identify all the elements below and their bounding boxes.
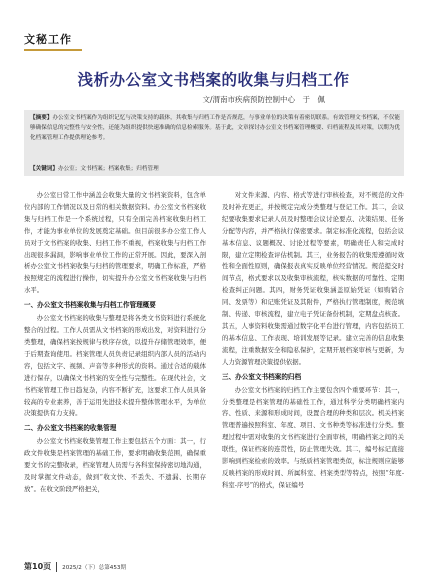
- page-number: 第10页: [24, 562, 52, 571]
- article-title: 浅析办公室文书档案的收集与归档工作: [77, 71, 350, 89]
- page-footer: [24, 561, 126, 572]
- section-tag: [24, 30, 84, 48]
- abstract-text: 办公室文书档案作为组织记忆与决策支持的载体，其收集与归档工作是否规范，与事业单位的决策有着密切联系。有效管理文书档案，不仅能够确保信息的完整性与安全性，还能为组织提供快速准确的信息检索服务。基于此，文章探讨办公室文书档案管理概要、归档流程及其对策，以期为优化档案管理工作提供理论参考。: [30, 115, 400, 142]
- keywords-label: 【关键词】: [30, 166, 58, 172]
- body-paragraph: 办公室日常工作中涵盖会收集大量的文书档案资料，包含单位内部的工作情况以及日常的相关数据资料。办公室文书档案收集与归档工作是一个系统过程，只有全面完善档案收集归档工作，才能为事业单位的发展奠定基础。但目前很多办公室工作人员对于文书档案的收集、归档工作不重视，档案收集与归档工作出现很多漏洞，影响事业单位工作的正常开展。因此，要深入剖析办公室文书档案收集与归档的管理要求，明确工作标准，严格按照规定的流程进行操作，切实提升办公室文书档案收集与归档水平。: [24, 191, 206, 295]
- body-paragraph: 对文件来源、内容、格式等进行审核检查，对不规范的文件及时补充更正，并按规定完成分类整理与登记工作。其二，会议纪要收集要求记录人员及时整理会议讨论要点、决策结果、任务分配等内容，并严格执行保密要求。制定标准化流程，包括会议基本信息、议题概况、讨论过程等要素，明确责任人和完成时限，建立定期检查评估机制。其三，业务报告的收集需遵循时效性和全面性原则，确保报表真实反映单位经营情况。规范提交时间节点，格式要求以及收集审核流程，核实数据的可靠性、定期检查纠正问题。其四，财务凭证收集涵盖原始凭证（如购销合同、发票等）和记账凭证及其附件，严格执行管理制度，规范填制、传递、审核流程，建立电子凭证备份机制，定期盘点核查。其五，人事资料收集需通过数字化平台进行管理，内容包括员工的基本信息、工作表现、培训发展等记录。建立完善的信息收集流程，注重数据安全和隐私保护，定期开展档案审核与更新，为人力资源管理决策提供依据。: [222, 191, 404, 366]
- body-paragraph: 办公室文书档案收集管理工作主要包括五个方面：其一，行政文件收集是档案管理的基础工作，要求明确收集范围，确保重要文书的完整收录，档案管理人员需与各科室保持密切地沟通，及时掌握文件动态，做到“收文快、不丢失、不遗漏、长期存放”。在收文阶段严格把关，: [24, 437, 206, 493]
- footer-divider: [56, 562, 57, 572]
- abstract-label: 【摘要】: [30, 115, 53, 121]
- body-paragraph: 办公室文书档案的归档工作主要包含四个重要环节：其一，分类整理是档案管理的基础性工作，通过科学分类明确档案内容、性质、来源和形成时间，设置合理的种类和层次。机关档案管理普遍按照科室、年度、项目、文书种类等标准进行分类。整理过程中需对收集的文书档案进行全面审核，明确档案之间的关联性，保证档案的连贯性，防止管理失效。其二，编号标记直接影响到档案检索的效率。与纸质档案管理类似，标注规则应能够反映档案的形成时间、所属科室、档案类型等特点，按照“年度-科室-序号”的格式，保证编号: [222, 385, 404, 489]
- section-heading: 二、办公室文书档案的收集管理: [24, 424, 117, 433]
- section-divider: [24, 49, 82, 51]
- issue-info: 2025/2（下）总第453期: [62, 564, 127, 571]
- body-paragraph: 办公室文书档案的收集与整理是将各类文书资料进行系统化整合的过程。工作人员需从文书档案的形成出发，对资料进行分类整理，确保档案按规律与秩序存放，以提升存储管理效率，便于后期查询使用。档案管理人员负责记录组织内部人员的活动内容，包括文字、视频、声音等多种形式的资料。通过合适的载体进行保存，以确保文书档案的安全性与完整性。在现代社会，文书档案管理工作日趋复杂，内容不断扩充，这要求工作人员具备较高的专业素养，善于运用先进技术提升整体管理水平，为单位决策提供有力支持。: [24, 314, 206, 418]
- abstract: [30, 113, 400, 144]
- keywords: [30, 164, 400, 172]
- body-column-left: [24, 190, 206, 496]
- body-column-right: [222, 190, 404, 492]
- keywords-text: 办公室；文书档案；档案收集；归档管理: [57, 166, 159, 172]
- section-label: 文秘工作: [24, 33, 72, 46]
- author-line: 文/渭南市疾病预防控制中心 于 佩: [202, 95, 325, 104]
- section-heading: 一、办公室文书档案收集与归档工作管理概要: [24, 301, 156, 310]
- section-heading: 三、办公室文书档案的归档: [222, 372, 302, 381]
